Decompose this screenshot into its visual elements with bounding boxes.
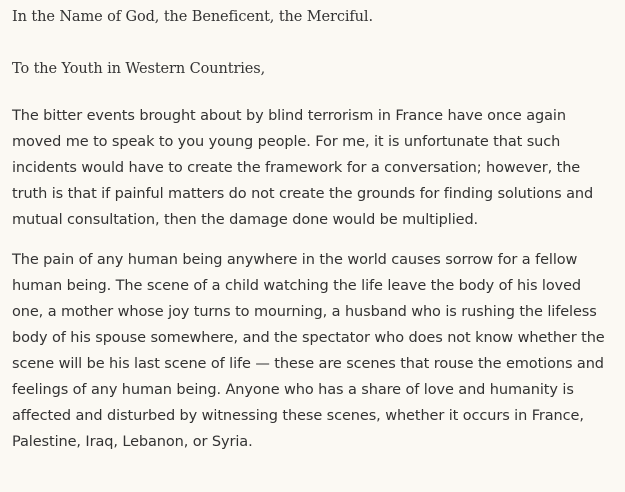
invocation-line: In the Name of God, the Beneficent, the Merciful. xyxy=(12,9,373,25)
salutation-line: To the Youth in Western Countries, xyxy=(12,61,266,77)
paragraph-pain: The pain of any human being anywhere in the world causes sorrow for a fellow human being. The scene of a child watching the life leave the body of his loved one, a mother whose joy turns to mourning, a husband who is rushing the lifeless body of his spouse somewhere, and the spectator who does not know whether the scene will be his last scene of life — these are scenes that rouse the emotions and feelings of any human being. Anyone who has a share of love and humanity is affected and disturbed by witnessing these scenes, whether it occurs in France, Palestine, Iraq, Lebanon, or Syria. xyxy=(12,252,605,450)
paragraph-terrorism: The bitter events brought about by blind terrorism in France have once again moved me to speak to you young people. For me, it is unfortunate that such incidents would have to create the framework for a conversation; however, the truth is that if painful matters do not create the grounds for finding solutions and mutual consultation, then the damage done would be multiplied. xyxy=(12,108,594,228)
